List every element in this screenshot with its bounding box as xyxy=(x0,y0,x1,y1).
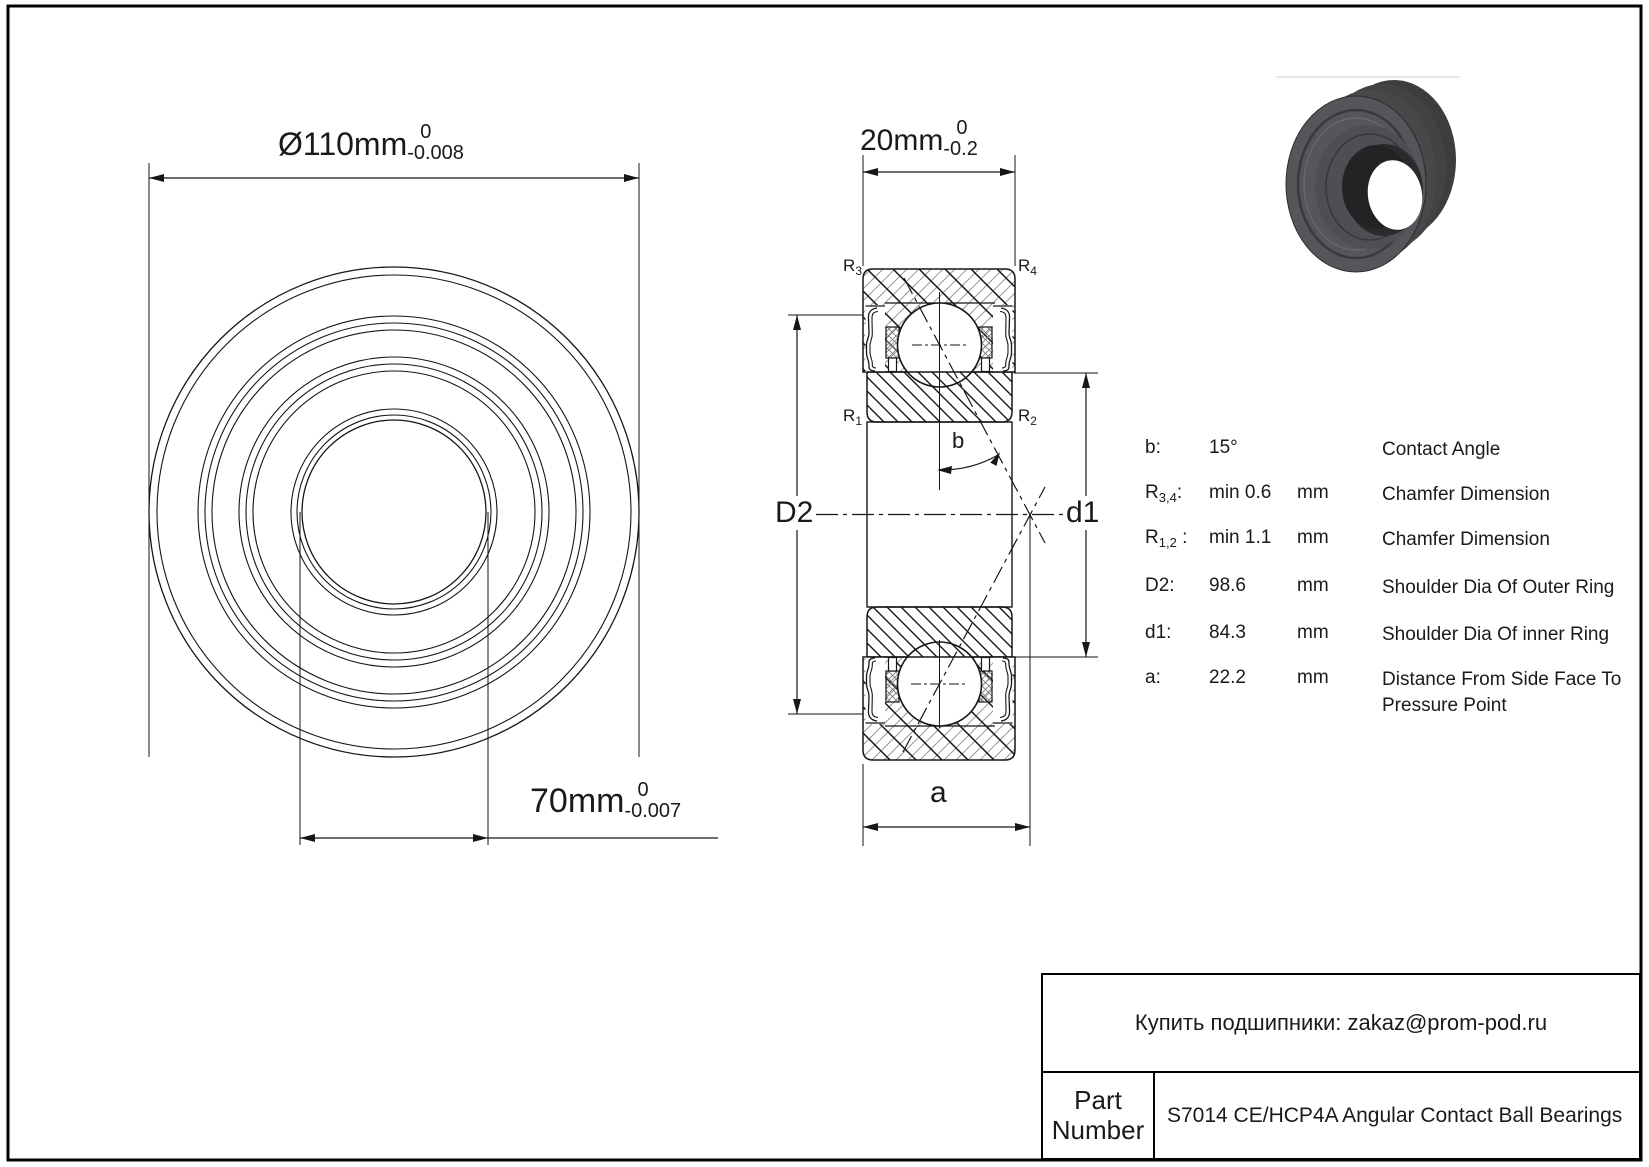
spec-description xyxy=(1382,527,1649,553)
spec-description xyxy=(1382,575,1649,601)
part-number-text: S7014 CE/HCP4A Angular Contact Ball Bearings xyxy=(1167,1103,1623,1127)
part-number-value xyxy=(1155,1073,1639,1158)
chamfer-label-r4 xyxy=(1018,256,1037,278)
spec-param-main: R xyxy=(1145,482,1159,503)
spec-param-colon: : xyxy=(1176,482,1183,503)
d1-label: d1 xyxy=(1063,496,1102,530)
chamfer-label-main: R xyxy=(1018,406,1031,425)
spec-param xyxy=(1145,622,1171,645)
spec-description-line2: Pressure Point xyxy=(1382,694,1507,716)
spec-param-main: D2 xyxy=(1145,575,1170,596)
width-dimension xyxy=(863,155,1015,266)
spec-param-colon: : xyxy=(1166,622,1172,643)
spec-param-colon: : xyxy=(1176,527,1188,548)
spec-param xyxy=(1145,437,1161,460)
width-dimension-label xyxy=(860,114,978,160)
chamfer-label-sub: 2 xyxy=(1030,414,1037,428)
spec-param xyxy=(1145,527,1187,550)
chamfer-label-main: R xyxy=(843,406,856,425)
bearing-photo xyxy=(1276,77,1460,272)
spec-description-line1: Shoulder Dia Of inner Ring xyxy=(1382,624,1610,645)
spec-param-sub: 3,4 xyxy=(1158,490,1177,505)
spec-param-main: d1 xyxy=(1145,622,1167,643)
chamfer-label-sub: 4 xyxy=(1030,264,1037,278)
spec-param-colon: : xyxy=(1155,667,1161,688)
tolerance-upper: 0 xyxy=(637,779,649,801)
contact-text: Купить подшипники: zakaz@prom-pod.ru xyxy=(1134,1010,1548,1035)
width-dimension-text: 20mm xyxy=(860,124,944,158)
chamfer-label-r1 xyxy=(820,406,862,428)
part-number-label: Part Number xyxy=(1043,1073,1155,1158)
od-dimension-text: Ø110mm xyxy=(278,126,408,163)
bore-dimension-tolerance xyxy=(624,780,681,822)
chamfer-label-sub: 1 xyxy=(855,414,862,428)
spec-value: 15° xyxy=(1209,437,1238,458)
width-dimension-tolerance xyxy=(943,118,977,160)
bore-dimension-label xyxy=(530,776,682,822)
spec-unit: mm xyxy=(1297,622,1329,643)
tolerance-lower: -0.007 xyxy=(624,799,682,822)
spec-unit: mm xyxy=(1297,575,1329,596)
spec-param xyxy=(1145,482,1182,505)
chamfer-label-sub: 3 xyxy=(855,264,862,278)
spec-description-line1: Contact Angle xyxy=(1382,439,1501,460)
chamfer-label-r2 xyxy=(1018,406,1037,428)
spec-description xyxy=(1382,437,1649,463)
spec-param xyxy=(1145,667,1161,690)
spec-unit: mm xyxy=(1297,667,1329,688)
tolerance-upper: 0 xyxy=(420,121,432,143)
chamfer-label-main: R xyxy=(843,256,856,275)
spec-description xyxy=(1382,482,1649,508)
spec-unit: mm xyxy=(1297,482,1329,503)
spec-description-line1: Distance From Side Face To xyxy=(1382,669,1622,690)
spec-param-main: b xyxy=(1145,437,1156,458)
spec-description xyxy=(1382,622,1649,648)
od-dimension xyxy=(149,163,639,757)
tolerance-lower: -0.008 xyxy=(407,141,464,164)
bore-dimension-text: 70mm xyxy=(530,782,625,821)
od-dimension-label xyxy=(278,118,464,164)
spec-value: 22.2 xyxy=(1209,667,1246,688)
tolerance-upper: 0 xyxy=(956,117,968,139)
chamfer-label-r3 xyxy=(820,256,862,278)
spec-unit: mm xyxy=(1297,527,1329,548)
a-label: a xyxy=(930,776,947,809)
spec-param-colon: : xyxy=(1155,437,1161,458)
spec-value: min 1.1 xyxy=(1209,527,1272,548)
contact-row xyxy=(1043,975,1639,1073)
front-view xyxy=(149,267,639,757)
spec-param-main: a xyxy=(1145,667,1156,688)
spec-value: 84.3 xyxy=(1209,622,1246,643)
spec-value: min 0.6 xyxy=(1209,482,1272,503)
spec-param-main: R xyxy=(1145,527,1159,548)
spec-value: 98.6 xyxy=(1209,575,1246,596)
spec-param-sub: 1,2 xyxy=(1158,535,1177,550)
tolerance-lower: -0.2 xyxy=(943,137,978,160)
od-dimension-tolerance xyxy=(407,122,464,164)
d2-label: D2 xyxy=(772,496,816,530)
chamfer-label-main: R xyxy=(1018,256,1031,275)
spec-description-line1: Chamfer Dimension xyxy=(1382,529,1550,550)
contact-angle-arc xyxy=(937,452,1000,474)
spec-description xyxy=(1382,667,1649,718)
spec-param xyxy=(1145,575,1175,598)
part-number-row xyxy=(1043,1073,1639,1158)
spec-description-line1: Shoulder Dia Of Outer Ring xyxy=(1382,577,1615,598)
b-angle-label: b xyxy=(952,428,965,453)
title-block xyxy=(1041,973,1641,1160)
spec-description-line1: Chamfer Dimension xyxy=(1382,484,1550,505)
spec-param-colon: : xyxy=(1169,575,1175,596)
